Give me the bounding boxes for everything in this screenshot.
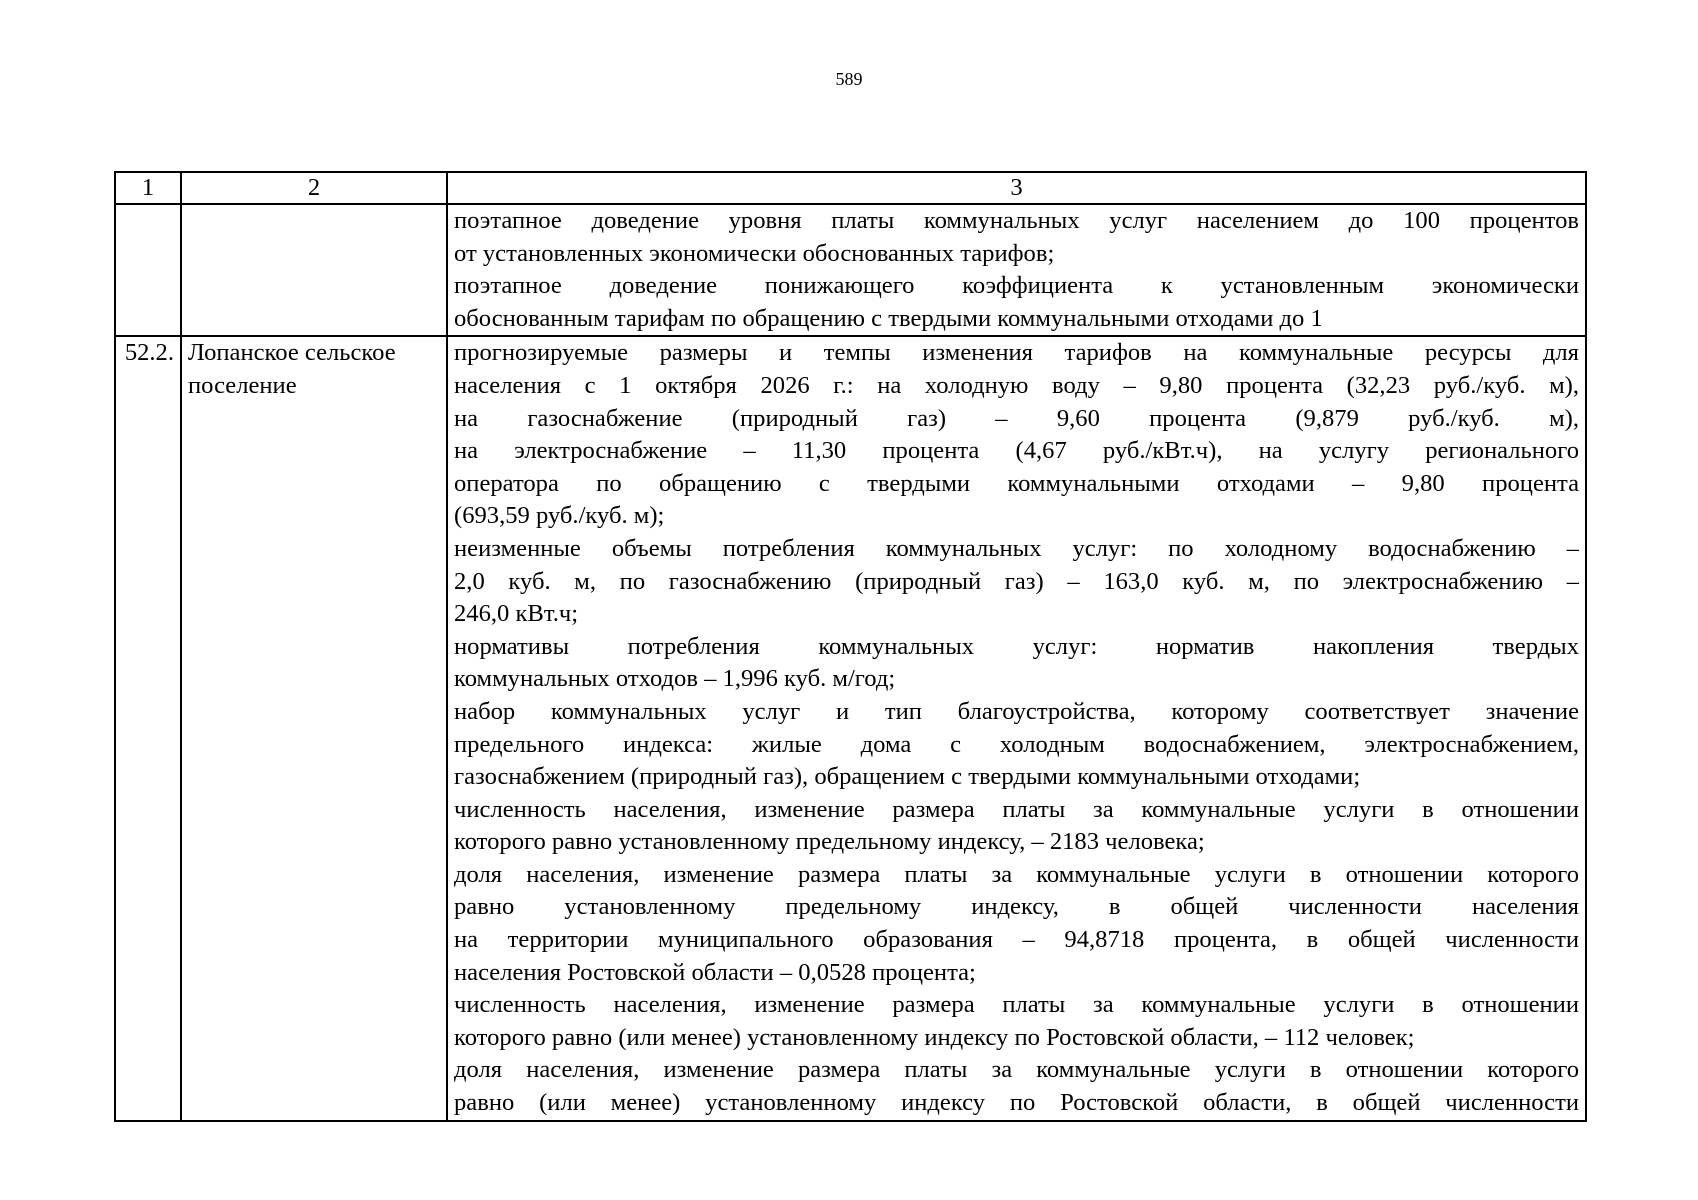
- text-line: на электроснабжение – 11,30 процента (4,67 руб./кВт.ч), на услугу регионального: [454, 437, 1579, 465]
- text-line: 246,0 кВт.ч;: [454, 600, 579, 628]
- text-line: предельного индекса: жилые дома с холодным водоснабжением, электроснабжением,: [454, 730, 1579, 758]
- document-table: [114, 171, 1587, 1122]
- page-number: 589: [835, 69, 863, 89]
- text-line: населения с 1 октября 2026 г.: на холодную воду – 9,80 процента (32,23 руб./куб. м),: [454, 371, 1579, 399]
- row-name-cell: [181, 204, 447, 336]
- text-line: численность населения, изменение размера платы за коммунальные услуги в отношении: [454, 991, 1579, 1019]
- text-line: набор коммунальных услуг и тип благоустройства, которому соответствует значение: [454, 697, 1579, 725]
- text-line: оператора по обращению с твердыми коммунальными отходами – 9,80 процента: [454, 469, 1579, 497]
- text-line: газоснабжением (природный газ), обращением с твердыми коммунальными отходами;: [454, 763, 1361, 791]
- text-line: которого равно (или менее) установленному индексу по Ростовской области, – 112 человек;: [454, 1023, 1415, 1051]
- row-number-cell: 52.2.: [115, 336, 181, 1120]
- text-line: доля населения, изменение размера платы за коммунальные услуги в отношении которого: [454, 860, 1579, 888]
- text-line: 2,0 куб. м, по газоснабжению (природный газ) – 163,0 куб. м, по электроснабжению –: [454, 567, 1579, 595]
- header-col-3: 3: [447, 172, 1586, 204]
- text-line: численность населения, изменение размера платы за коммунальные услуги в отношении: [454, 795, 1579, 823]
- text-line: коммунальных отходов – 1,996 куб. м/год;: [454, 665, 896, 693]
- table-header-row: [115, 172, 1586, 204]
- table-row-52-2: [115, 336, 1586, 1120]
- text-line: неизменные объемы потребления коммунальных услуг: по холодному водоснабжению –: [454, 534, 1579, 562]
- text-line: (693,59 руб./куб. м);: [454, 502, 665, 530]
- text-line: на газоснабжение (природный газ) – 9,60 процента (9,879 руб./куб. м),: [454, 404, 1579, 432]
- text-line: прогнозируемые размеры и темпы изменения тарифов на коммунальные ресурсы для: [454, 339, 1579, 367]
- settlement-name-cell: [181, 336, 447, 1120]
- text-line: нормативы потребления коммунальных услуг: норматив накопления твердых: [454, 632, 1579, 660]
- text-line: равно (или менее) установленному индексу по Ростовской области, в общей численности: [454, 1089, 1579, 1117]
- text-line: которого равно установленному предельному индексу, – 2183 человека;: [454, 828, 1205, 856]
- row-number-cell: [115, 204, 181, 336]
- text-line: на территории муниципального образования – 94,8718 процента, в общей численности: [454, 926, 1579, 954]
- text-line: от установленных экономически обоснованных тарифов;: [454, 239, 1055, 267]
- row-text-cell: [447, 336, 1586, 1120]
- settlement-name-line: Лопанское сельское: [188, 339, 396, 367]
- text-line: обоснованным тарифам по обращению с твердыми коммунальными отходами до 1: [454, 304, 1323, 332]
- row-text-cell: [447, 204, 1586, 336]
- text-line: поэтапное доведение понижающего коэффициента к установленным экономически: [454, 272, 1579, 300]
- settlement-name-line: поселение: [188, 371, 297, 399]
- text-line: населения Ростовской области – 0,0528 процента;: [454, 958, 976, 986]
- header-col-1: 1: [115, 172, 181, 204]
- table-row-continuation: [115, 204, 1586, 336]
- text-line: доля населения, изменение размера платы за коммунальные услуги в отношении которого: [454, 1056, 1579, 1084]
- header-col-2: 2: [181, 172, 447, 204]
- text-line: равно установленному предельному индексу, в общей численности населения: [454, 893, 1579, 921]
- text-line: поэтапное доведение уровня платы коммунальных услуг населением до 100 процентов: [454, 207, 1579, 234]
